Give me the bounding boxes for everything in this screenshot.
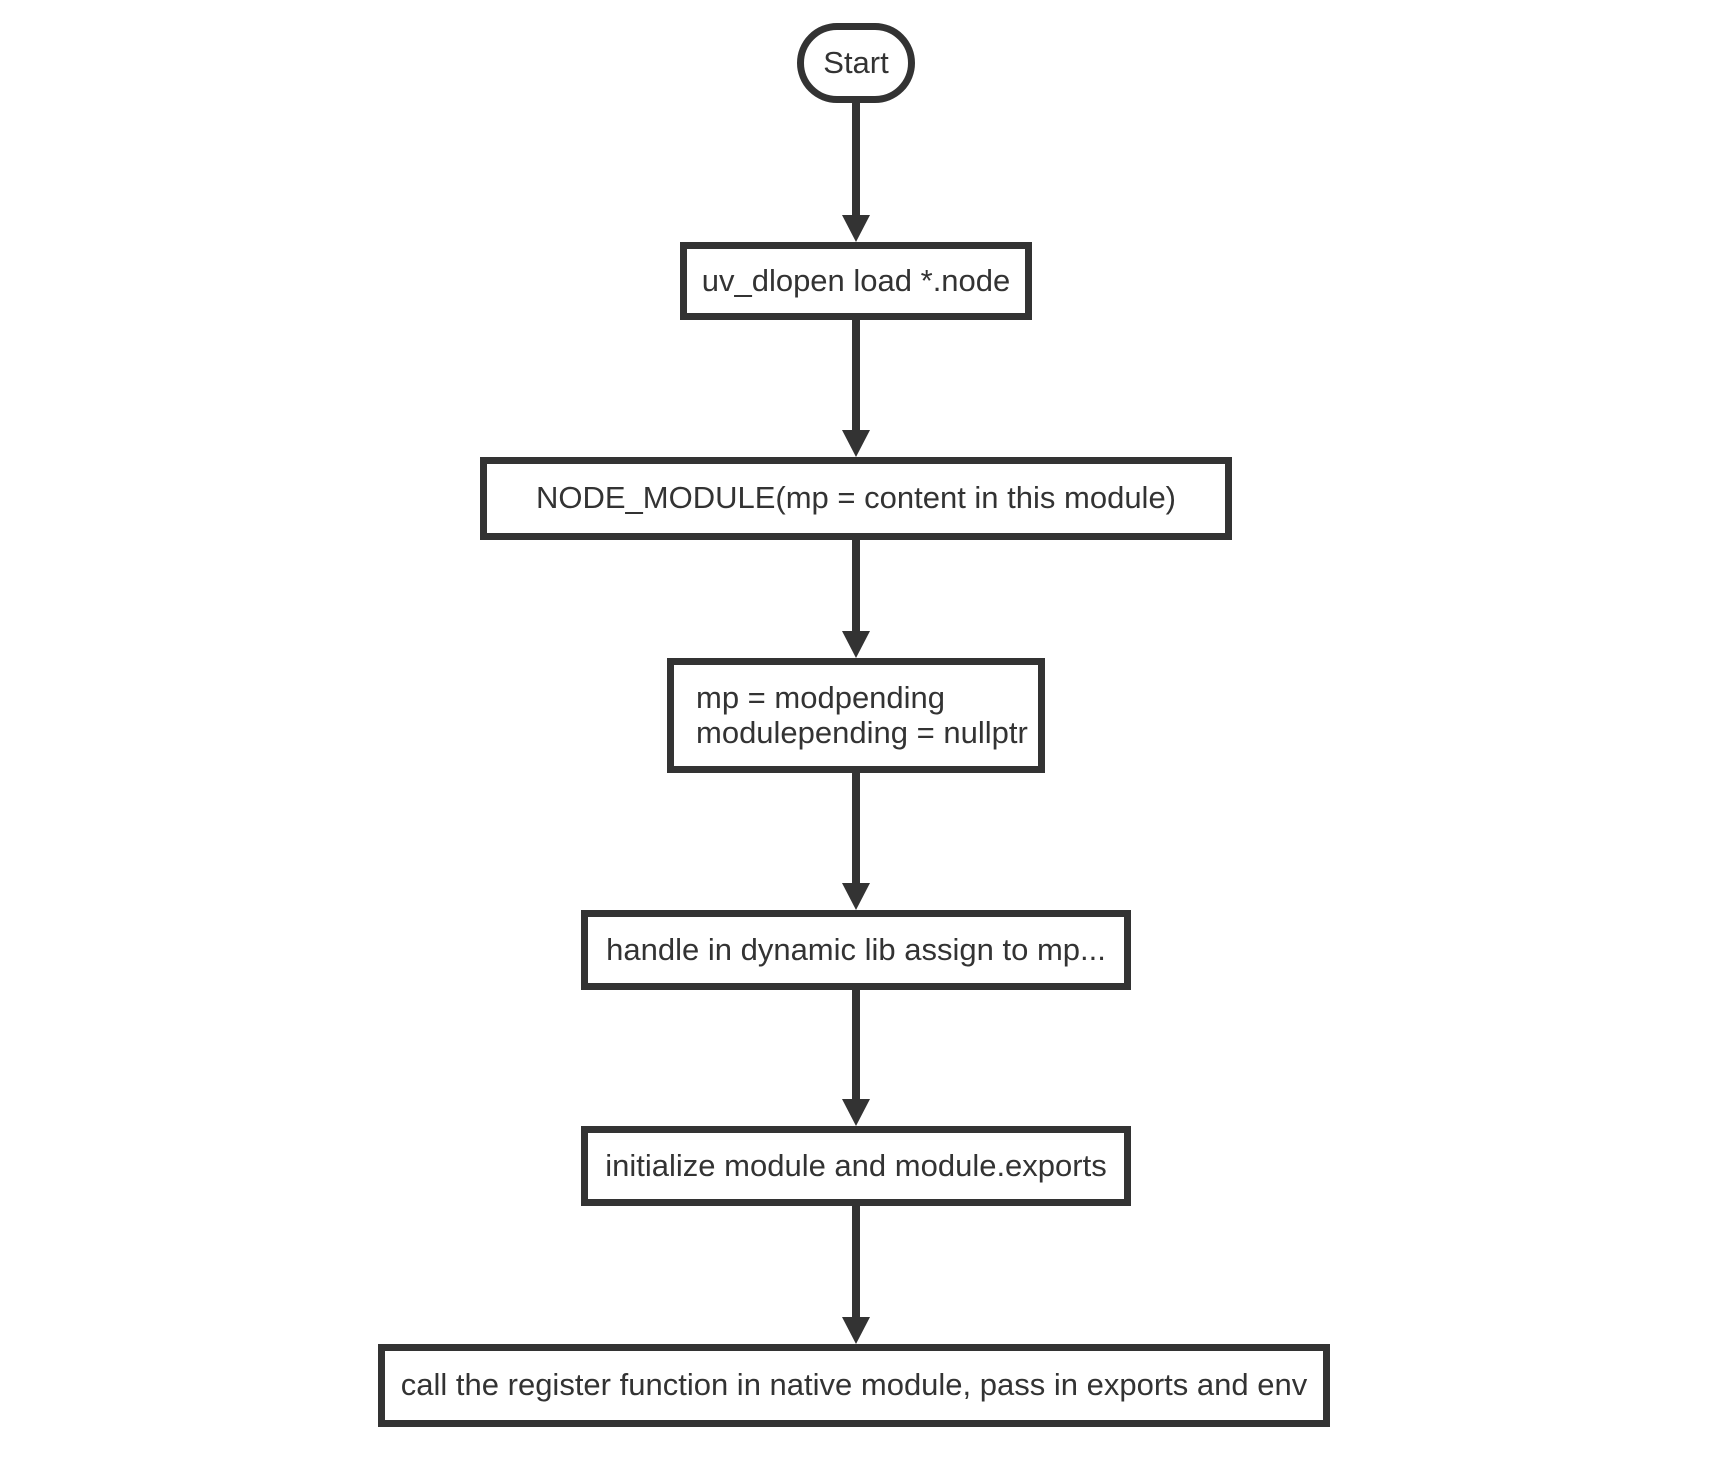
arrowhead-down-icon xyxy=(842,215,870,242)
arrow-stem xyxy=(852,100,860,218)
arrow-stem xyxy=(852,317,860,431)
arrowhead-down-icon xyxy=(842,631,870,658)
arrowhead-down-icon xyxy=(842,430,870,457)
arrowhead-down-icon xyxy=(842,1317,870,1344)
arrow-stem xyxy=(852,1203,860,1319)
arrowhead-down-icon xyxy=(842,1099,870,1126)
arrow-stem xyxy=(852,770,860,884)
process-mp-modpending xyxy=(667,658,1045,773)
process-uv-dlopen xyxy=(680,242,1032,320)
process-mp-modpending-label xyxy=(696,681,1028,749)
process-initialize-module-label: initialize module and module.exports xyxy=(605,1147,1107,1183)
arrowhead-down-icon xyxy=(842,883,870,910)
process-uv-dlopen-label: uv_dlopen load *.node xyxy=(701,262,1011,298)
process-mp-modpending-line2: modulepending = nullptr xyxy=(696,714,1028,750)
process-node-module-label: NODE_MODULE(mp = content in this module) xyxy=(535,480,1177,516)
process-call-register xyxy=(378,1344,1330,1427)
terminal-start xyxy=(797,23,915,103)
process-handle-dynamic-lib-label: handle in dynamic lib assign to mp... xyxy=(606,931,1106,967)
process-mp-modpending-line1: mp = modpending xyxy=(696,680,946,716)
process-initialize-module xyxy=(581,1126,1131,1206)
process-handle-dynamic-lib xyxy=(581,910,1131,990)
terminal-start-label: Start xyxy=(823,44,889,80)
process-call-register-label: call the register function in native module, pass in exports and env xyxy=(400,1367,1308,1403)
arrow-stem xyxy=(852,987,860,1100)
process-node-module xyxy=(480,457,1232,540)
arrow-stem xyxy=(852,537,860,633)
